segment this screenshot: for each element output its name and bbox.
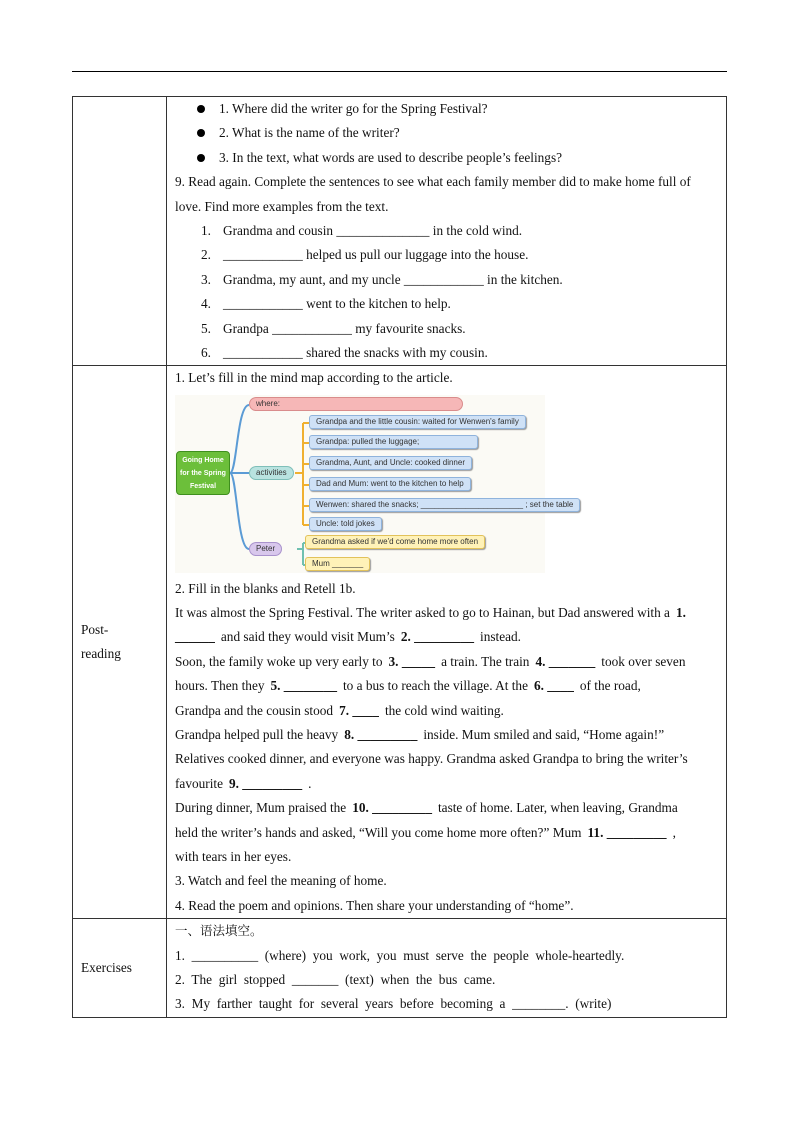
bullet-icon: [197, 129, 205, 137]
exercise-question: 3. My farther taught for several years before becoming a ________. (write): [175, 996, 612, 1012]
retell-line: ______ and said they would visit Mum’s 2. _________ instead.: [175, 629, 521, 645]
retell-line: It was almost the Spring Festival. The writer asked to go to Hainan, but Dad answered with a 1.: [175, 605, 686, 621]
bullet-icon: [197, 154, 205, 162]
row-label-empty: [73, 97, 167, 366]
retell-line: with tears in her eyes.: [175, 848, 292, 864]
mind-map-activity: Grandpa and the little cousin: waited for Wenwen's family: [309, 415, 526, 429]
post-reading-cell: [167, 366, 727, 919]
retell-line: Grandpa and the cousin stood 7. ____ the cold wind waiting.: [175, 702, 504, 718]
mind-map-activity: Grandpa: pulled the luggage;: [309, 435, 478, 449]
row-post-reading: [73, 366, 727, 919]
mind-map-activity: Grandma, Aunt, and Uncle: cooked dinner: [309, 456, 472, 470]
question-item: 3. In the text, what words are used to describe people’s feelings?: [175, 146, 720, 170]
mind-map-peter-item: Grandma asked if we'd come home more often: [305, 535, 485, 549]
task9-item: 6. ____________ shared the snacks with my cousin.: [201, 344, 488, 360]
retell-line: favourite 9. _________ .: [175, 775, 312, 791]
mind-map-where: where:: [249, 397, 463, 411]
exercises-label: Exercises: [73, 919, 167, 1018]
question-item: 2. What is the name of the writer?: [175, 121, 720, 145]
question-item: 1. Where did the writer go for the Spring Festival?: [175, 97, 720, 121]
task9-item: 2. ____________ helped us pull our luggage into the house.: [201, 247, 529, 263]
lesson-table: [72, 96, 727, 1018]
mind-map-activity: Uncle: told jokes: [309, 517, 382, 531]
retell-line: Grandpa helped pull the heavy 8. _________ inside. Mum smiled and said, “Home again!”: [175, 727, 665, 743]
exercise-question: 2. The girl stopped _______ (text) when the bus came.: [175, 971, 496, 987]
task9-item: 3. Grandma, my aunt, and my uncle ____________ in the kitchen.: [201, 271, 563, 287]
bullet-icon: [197, 105, 205, 113]
task9-item: 5. Grandpa ____________ my favourite snacks.: [201, 320, 466, 336]
task3-instruction: 3. Watch and feel the meaning of home.: [175, 873, 387, 889]
exercise-heading: 一、语法填空。: [175, 923, 263, 939]
task9-instruction-cont: love. Find more examples from the text.: [175, 198, 389, 214]
exercises-cell: [167, 919, 727, 1018]
task9-item: 1. Grandma and cousin ______________ in the cold wind.: [201, 222, 523, 238]
exercise-question: 1. __________ (where) you work, you must serve the people whole-heartedly.: [175, 947, 625, 963]
mind-map-peter-item: Mum _______: [305, 557, 370, 571]
retell-line: hours. Then they 5. ________ to a bus to reach the village. At the 6. ____ of the road,: [175, 678, 641, 694]
task9-item: 4. ____________ went to the kitchen to help.: [201, 296, 451, 312]
mind-map: [175, 395, 574, 573]
header-rule: [72, 71, 727, 72]
task9-instruction: 9. Read again. Complete the sentences to see what each family member did to make home full of: [175, 174, 691, 190]
task4-instruction: 4. Read the poem and opinions. Then share your understanding of “home”.: [175, 897, 574, 913]
retell-line: Relatives cooked dinner, and everyone was happy. Grandma asked Grandpa to bring the writer’s: [175, 751, 688, 767]
reading-tasks-cell: [167, 97, 727, 366]
mind-map-activities: activities: [249, 466, 294, 480]
post-reading-label: Post- reading: [73, 366, 167, 919]
mind-map-peter: Peter: [249, 542, 282, 556]
task2-instruction: 2. Fill in the blanks and Retell 1b.: [175, 580, 356, 596]
retell-line: Soon, the family woke up very early to 3. _____ a train. The train 4. _______ took over seven: [175, 653, 686, 669]
row-exercises: [73, 919, 727, 1018]
mind-map-activity: Dad and Mum: went to the kitchen to help: [309, 477, 471, 491]
mind-map-activity: Wenwen: shared the snacks; _______________________ ; set the table: [309, 498, 580, 512]
mind-map-root: Going Home for the Spring Festival: [176, 451, 230, 495]
retell-line: held the writer’s hands and asked, “Will you come home more often?” Mum 11. _________ ,: [175, 824, 676, 840]
retell-line: During dinner, Mum praised the 10. _________ taste of home. Later, when leaving, Grandma: [175, 800, 678, 816]
task1-instruction: 1. Let’s fill in the mind map according to the article.: [175, 370, 453, 386]
row-reading-tasks: [73, 97, 727, 366]
